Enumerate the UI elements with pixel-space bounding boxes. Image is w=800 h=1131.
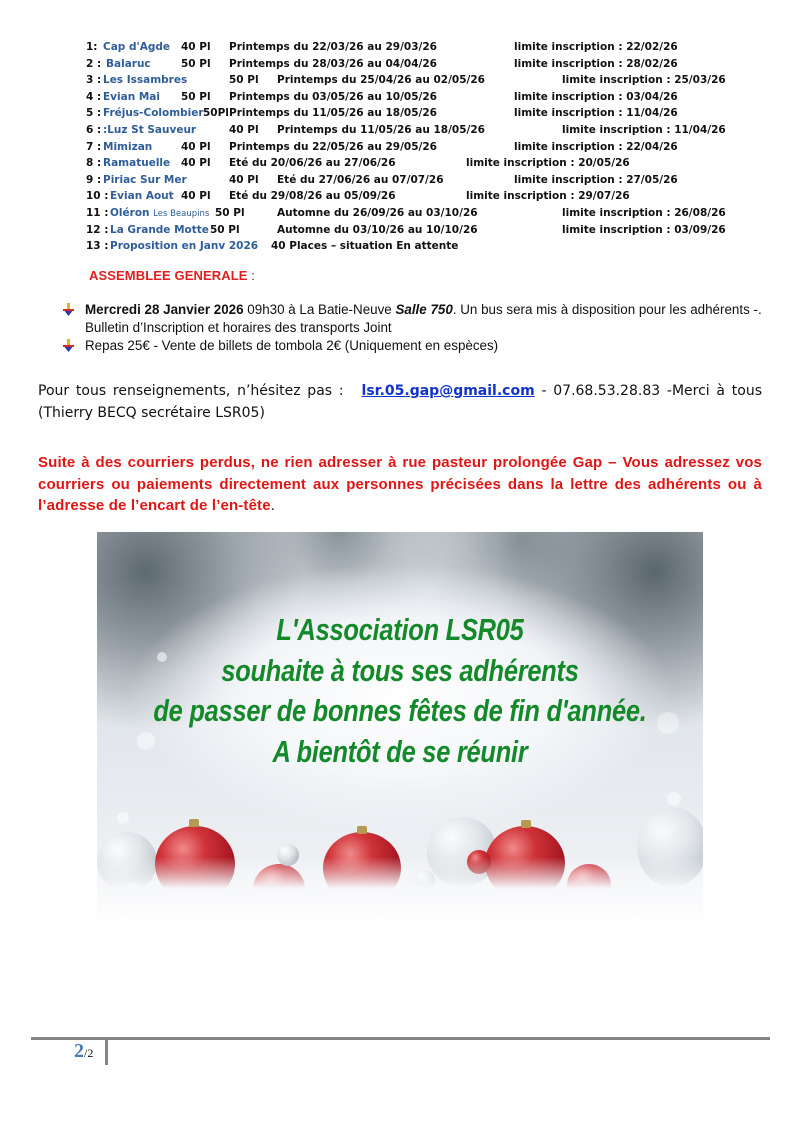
trip-period: Printemps du 25/04/26 au 02/05/26 [277, 74, 485, 87]
contact-phone-text: - 07.68.53.28.83 -Merci à tous (Thierry BECQ secrétaire LSR05) [38, 383, 762, 421]
trip-destination: Proposition en Janv 2026 [110, 240, 259, 253]
trip-limit: limite inscription : 29/07/26 [466, 190, 630, 203]
trip-row [86, 39, 766, 56]
assemblee-title [89, 268, 255, 283]
trip-row [86, 122, 766, 139]
trip-destination: Balaruc [106, 57, 151, 70]
trip-period: Eté du 27/06/26 au 07/07/26 [277, 173, 444, 186]
trip-places: 50 Pl [215, 206, 245, 219]
trip-period: Printemps du 28/03/26 au 04/04/26 [229, 57, 437, 70]
greeting-line-1: L'Association LSR05 [276, 612, 524, 647]
trip-places: 40 Pl [181, 190, 211, 203]
footer-rule [31, 1037, 770, 1040]
meeting-location-text: 09h30 à La Batie-Neuve [243, 302, 396, 317]
trip-places: 40 Places – situation En attente [271, 240, 459, 253]
repas-text: Repas 25€ - Vente de billets de tombola 2€ (Uniquement en espèces) [85, 338, 499, 353]
trip-row [86, 89, 766, 106]
mail-warning [38, 452, 762, 517]
trip-number: 4 : [86, 90, 102, 103]
trip-number: 8 : [86, 157, 102, 170]
trip-destination-name: Oléron [110, 206, 150, 219]
trip-places: 40 Pl [181, 41, 211, 53]
assemblee-title-colon: : [247, 268, 255, 283]
trip-period: Eté du 29/08/26 au 05/09/26 [229, 190, 396, 203]
trip-row [86, 56, 766, 73]
trip-period: Printemps du 11/05/26 au 18/05/26 [229, 107, 437, 120]
trip-limit: limite inscription : 03/04/26 [514, 90, 678, 103]
trip-places: 40 Pl [181, 140, 211, 153]
greeting-text [152, 610, 649, 772]
footer-divider [105, 1037, 108, 1065]
trip-limit: limite inscription : 20/05/26 [466, 157, 630, 170]
trip-destination: Les Issambres [103, 74, 188, 87]
trip-number: 9 : [86, 173, 102, 186]
snow-ground [97, 857, 703, 927]
assemblee-title-text: ASSEMBLEE GENERALE [89, 268, 248, 283]
page-number [74, 1040, 93, 1063]
trip-row [86, 105, 766, 122]
trip-places: 50 Pl [181, 90, 211, 103]
trip-row [86, 238, 766, 255]
greeting-line-2: souhaite à tous ses adhérents [221, 652, 579, 688]
trip-places: 40 Pl [181, 157, 211, 170]
arrow-down-bullet-icon [62, 339, 76, 353]
trip-period: Automne du 03/10/26 au 10/10/26 [277, 223, 478, 236]
contact-paragraph [38, 380, 762, 424]
trip-row [86, 205, 766, 222]
assemblee-item-repas [62, 337, 762, 355]
mail-warning-end: . [270, 497, 276, 514]
trip-places: 50 Pl [229, 74, 259, 87]
trip-places: 40 Pl [229, 123, 259, 136]
trip-row [86, 172, 766, 189]
trip-destination: Ramatuelle [103, 157, 171, 170]
trip-number: 13 : [86, 240, 109, 253]
trip-period: Printemps du 22/03/26 au 29/03/26 [229, 41, 437, 53]
trip-places: 40 Pl [229, 173, 259, 186]
greeting-line-3: de passer de bonnes fêtes de fin d'année. [153, 693, 647, 728]
trip-row [86, 139, 766, 156]
trip-destination-sub: Les Beaupins [153, 208, 210, 219]
trip-destination [110, 205, 209, 223]
assemblee-item-date [62, 301, 762, 337]
trip-number: 2 : [86, 57, 102, 70]
trip-destination: :Luz St Sauveur [103, 123, 197, 136]
trip-limit: limite inscription : 28/02/26 [514, 57, 678, 70]
meeting-room: Salle 750 [395, 302, 453, 317]
trip-places: 50Pl [203, 107, 229, 120]
trip-period: Printemps du 11/05/26 au 18/05/26 [277, 123, 485, 136]
trip-limit: limite inscription : 11/04/26 [562, 123, 726, 136]
arrow-down-bullet-icon [62, 303, 76, 317]
trip-number: 10 : [86, 190, 109, 203]
trip-destination: Fréjus-Colombier [103, 107, 204, 120]
holiday-greeting-image [97, 532, 703, 927]
page-current: 2 [74, 1040, 84, 1062]
trip-limit: limite inscription : 22/02/26 [514, 41, 678, 53]
trip-number: 1: [86, 41, 98, 53]
trip-destination: La Grande Motte [110, 223, 209, 236]
meeting-date: Mercredi 28 Janvier 2026 [85, 302, 244, 317]
contact-email-link[interactable]: lsr.05.gap@gmail.com [361, 383, 535, 399]
trip-limit: limite inscription : 27/05/26 [514, 173, 678, 186]
trip-period: Printemps du 22/05/26 au 29/05/26 [229, 140, 437, 153]
trip-row [86, 155, 766, 172]
trip-limit: limite inscription : 25/03/26 [562, 74, 726, 87]
trip-number: 5 : [86, 107, 102, 120]
page-total: /2 [84, 1046, 94, 1060]
trip-destination: Piriac Sur Mer [103, 173, 187, 186]
trip-number: 7 : [86, 140, 102, 153]
trip-period: Automne du 26/09/26 au 03/10/26 [277, 206, 478, 219]
mail-warning-text: Suite à des courriers perdus, ne rien adresser à rue pasteur prolongée Gap – Vous adressez vos courriers ou paiements directement aux personnes précisées dans la lettre des adhérents ou à l’adresse de l’encart de l’en-tête [38, 454, 762, 514]
trip-limit: limite inscription : 26/08/26 [562, 206, 726, 219]
trip-row [86, 222, 766, 239]
trip-destination: Mimizan [103, 140, 153, 153]
trip-period: Eté du 20/06/26 au 27/06/26 [229, 157, 396, 170]
trip-number: 6 : [86, 123, 102, 136]
trip-row [86, 72, 766, 89]
trip-list [86, 39, 766, 255]
trip-period: Printemps du 03/05/26 au 10/05/26 [229, 90, 437, 103]
trip-places: 50 Pl [181, 57, 211, 70]
trip-limit: limite inscription : 03/09/26 [562, 223, 726, 236]
trip-places: 50 Pl [210, 223, 240, 236]
trip-destination: Evian Mai [103, 90, 160, 103]
greeting-line-4: A bientôt de se réunir [272, 733, 528, 769]
trip-limit: limite inscription : 11/04/26 [514, 107, 678, 120]
trip-number: 11 : [86, 206, 109, 219]
trip-destination: Evian Aout [110, 190, 174, 203]
trip-limit: limite inscription : 22/04/26 [514, 140, 678, 153]
trip-destination: Cap d'Agde [103, 41, 170, 53]
meeting-details-text: . Un bus sera mis à disposition pour les adhérents -. Bulletin d’Inscription et horaires des transports Joint [85, 302, 762, 335]
trip-number: 3 : [86, 74, 102, 87]
contact-intro: Pour tous renseignements, n’hésitez pas : [38, 383, 344, 399]
assemblee-list [62, 301, 762, 355]
trip-row [86, 188, 766, 205]
trip-number: 12 : [86, 223, 109, 236]
